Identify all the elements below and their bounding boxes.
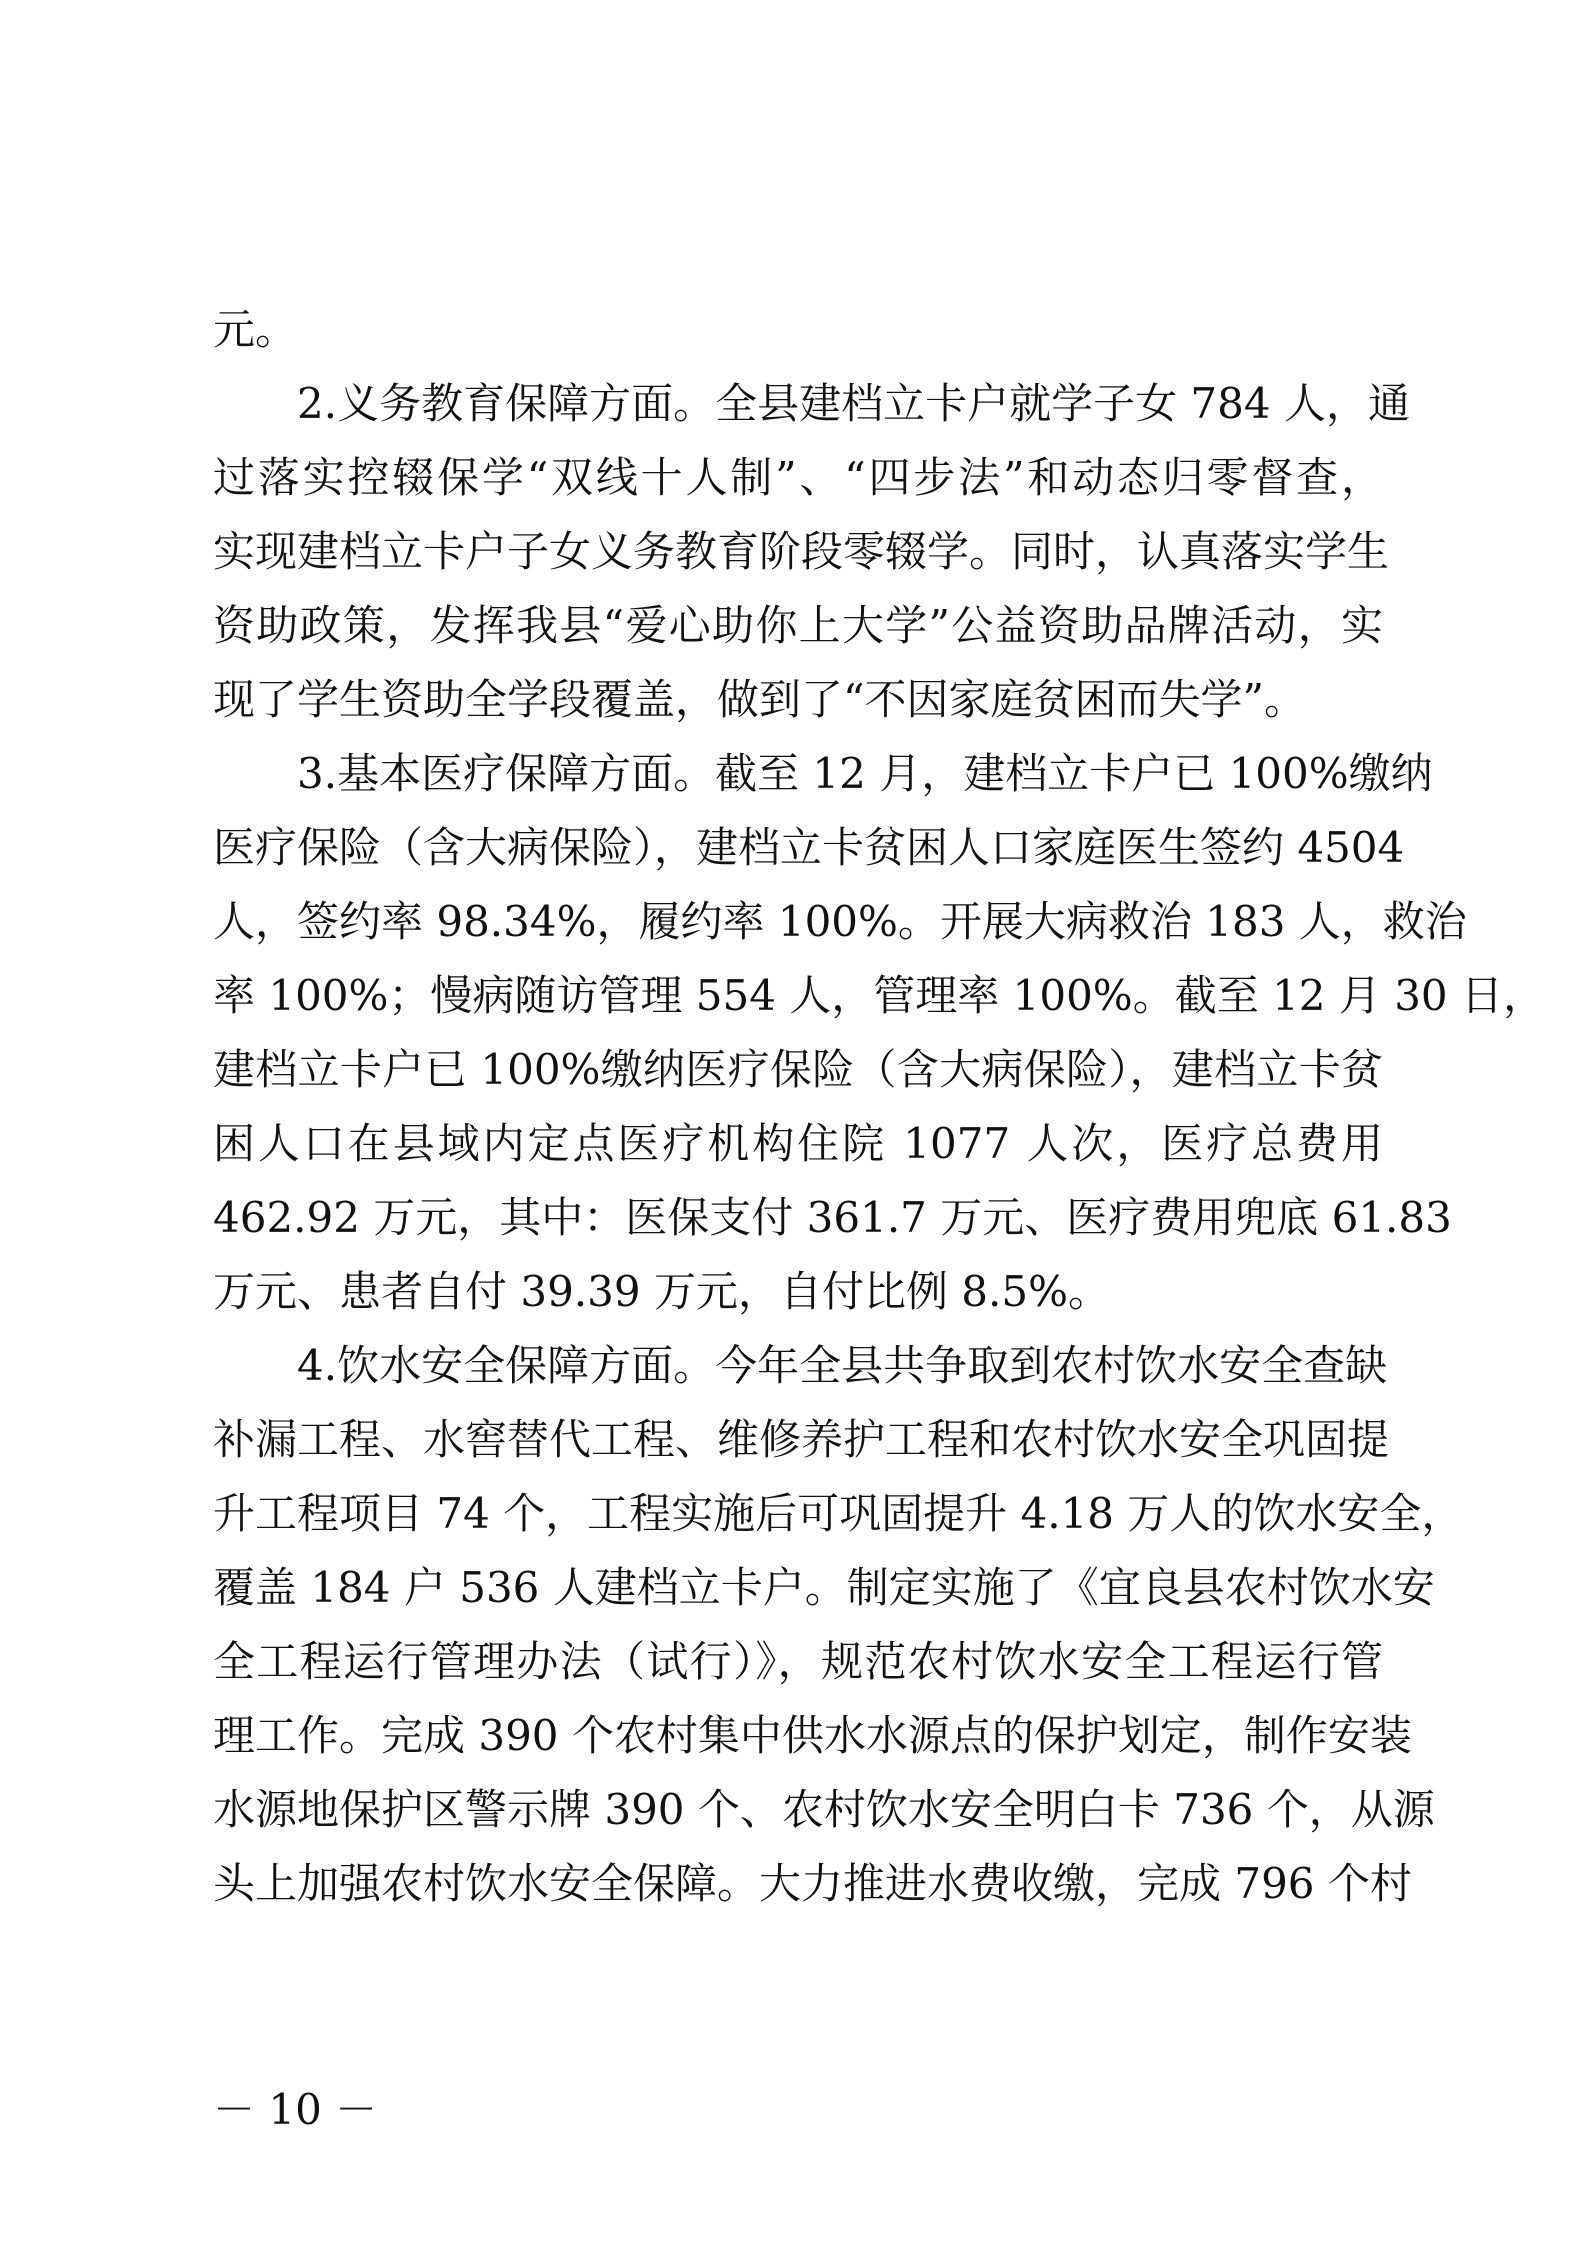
- text-line: 水源地保护区警示牌 390 个、农村饮水安全明白卡 736 个，从源: [213, 1785, 1435, 1834]
- text-line: 补漏工程、水窖替代工程、维修养护工程和农村饮水安全巩固提: [213, 1415, 1390, 1464]
- page-number: － 10 －: [213, 2085, 378, 2134]
- text-line: 升工程项目 74 个，工程实施后可巩固提升 4.18 万人的饮水安全，: [213, 1489, 1464, 1538]
- text-line: 4.饮水安全保障方面。今年全县共争取到农村饮水安全查缺: [297, 1341, 1388, 1390]
- text-line: 头上加强农村饮水安全保障。大力推进水费收缴，完成 796 个村: [213, 1859, 1412, 1908]
- text-line: 过落实控辍保学“双线十人制”、“四步法”和动态归零督查，: [213, 453, 1383, 502]
- text-line: 现了学生资助全学段覆盖，做到了“不因家庭贫困而失学”。: [213, 675, 1306, 724]
- text-line: 困人口在县域内定点医疗机构住院 1077 人次，医疗总费用: [213, 1119, 1383, 1168]
- text-line: 462.92 万元，其中：医保支付 361.7 万元、医疗费用兜底 61.83: [213, 1193, 1452, 1242]
- text-line: 3.基本医疗保障方面。截至 12 月，建档立卡户已 100%缴纳: [297, 749, 1433, 798]
- text-line: 率 100%；慢病随访管理 554 人，管理率 100%。截至 12 月 30 日，: [213, 971, 1546, 1020]
- text-line: 2.义务教育保障方面。全县建档立卡户就学子女 784 人，通: [297, 379, 1410, 428]
- text-line: 万元、患者自付 39.39 万元，自付比例 8.5%。: [213, 1267, 1110, 1316]
- text-line: 元。: [213, 305, 298, 354]
- text-line: 资助政策，发挥我县“爱心助你上大学”公益资助品牌活动，实: [213, 601, 1383, 650]
- text-line: 覆盖 184 户 536 人建档立卡户。制定实施了《宜良县农村饮水安: [213, 1563, 1435, 1612]
- text-line: 理工作。完成 390 个农村集中供水水源点的保护划定，制作安装: [213, 1711, 1412, 1760]
- text-line: 人，签约率 98.34%，履约率 100%。开展大病救治 183 人，救治: [213, 897, 1467, 946]
- text-line: 全工程运行管理办法（试行）》，规范农村饮水安全工程运行管: [213, 1637, 1383, 1686]
- text-line: 实现建档立卡户子女义务教育阶段零辍学。同时，认真落实学生: [213, 527, 1390, 576]
- text-line: 医疗保险（含大病保险），建档立卡贫困人口家庭医生签约 4504: [213, 823, 1405, 872]
- text-line: 建档立卡户已 100%缴纳医疗保险（含大病保险），建档立卡贫: [213, 1045, 1383, 1094]
